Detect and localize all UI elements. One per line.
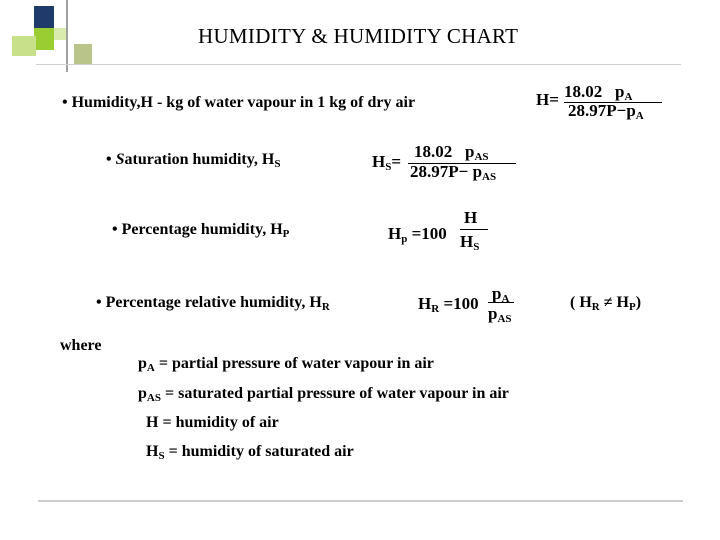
page-title: HUMIDITY & HUMIDITY CHART xyxy=(198,24,519,48)
definition-hs: $H_S$ = humidity of saturated air xyxy=(146,443,354,462)
bullet-dot: • xyxy=(62,94,68,111)
where-label: where xyxy=(60,337,102,354)
relative-label: Percentage relative humidity, H xyxy=(105,294,322,311)
deco-square-green-top xyxy=(34,28,54,50)
bullet-percentage xyxy=(112,221,289,240)
deco-square-green-small xyxy=(54,28,66,40)
deco-square-green-left xyxy=(12,36,36,56)
eq-lhs: H= xyxy=(536,90,559,109)
eq-num: $p_A$ xyxy=(492,284,510,305)
percentage-label-sub: P xyxy=(282,228,290,240)
not-equal-icon: ≠ xyxy=(603,294,613,311)
relative-label-sub: R xyxy=(321,301,330,313)
eq-den: $H_S$ xyxy=(460,232,480,253)
eq-den-b-sub: A xyxy=(635,110,644,122)
deco-square-grey xyxy=(74,44,92,64)
frac-line-humidity xyxy=(564,102,662,103)
frac-line-percentage xyxy=(460,229,488,230)
eq-num xyxy=(564,82,632,103)
eq-lhs: $H_R =100$ xyxy=(418,294,479,315)
bullet-saturation xyxy=(106,151,280,170)
definition-h: H = humidity of air xyxy=(146,414,279,431)
deco-vertical-line xyxy=(66,0,68,72)
bullet-dot: • xyxy=(106,151,112,168)
deco-square-navy xyxy=(34,6,54,28)
bottom-rule xyxy=(38,500,683,502)
note-hr-neq-hp: ( $H_R \ne H_P$) xyxy=(570,294,642,313)
eq-den-a: 28.97 xyxy=(568,101,607,120)
eq-den: $p_{AS}$ xyxy=(488,304,512,325)
bullet-dot: • xyxy=(112,221,118,238)
eq-num-b-sub: A xyxy=(624,91,633,103)
percentage-label: Percentage humidity, H xyxy=(121,221,283,238)
eq-lhs: $H_S=$ xyxy=(372,152,402,173)
eq-num-b: p xyxy=(615,82,625,101)
eq-den-b: P−p xyxy=(606,101,636,120)
frac-line-saturation xyxy=(408,163,516,164)
eq-den xyxy=(568,101,644,122)
bullet-dot: • xyxy=(96,294,102,311)
eq-num: 18.02 $p_{AS}$ xyxy=(414,142,489,163)
saturation-label-prefix: S xyxy=(115,151,125,168)
eq-num-a: 18.02 xyxy=(564,82,603,101)
frac-line-relative xyxy=(488,302,514,303)
eq-num: H xyxy=(464,208,478,227)
saturation-label: aturation humidity, H xyxy=(124,151,275,168)
eq-lhs: $H_p =100$ xyxy=(388,224,447,245)
definition-pas: $p_{AS}$ = saturated partial pressure of water vapour in air xyxy=(138,385,509,404)
bullet-humidity xyxy=(62,94,415,112)
humidity-label: Humidity,H - kg of water vapour in 1 kg of dry air xyxy=(71,94,416,111)
definition-pa: $p_A$ = partial pressure of water vapour in air xyxy=(138,355,434,374)
saturation-label-sub: S xyxy=(274,158,281,170)
deco-horizontal-line xyxy=(36,64,681,65)
bullet-relative xyxy=(96,294,330,313)
eq-den: $28.97P- p_{AS}$ xyxy=(410,162,497,183)
